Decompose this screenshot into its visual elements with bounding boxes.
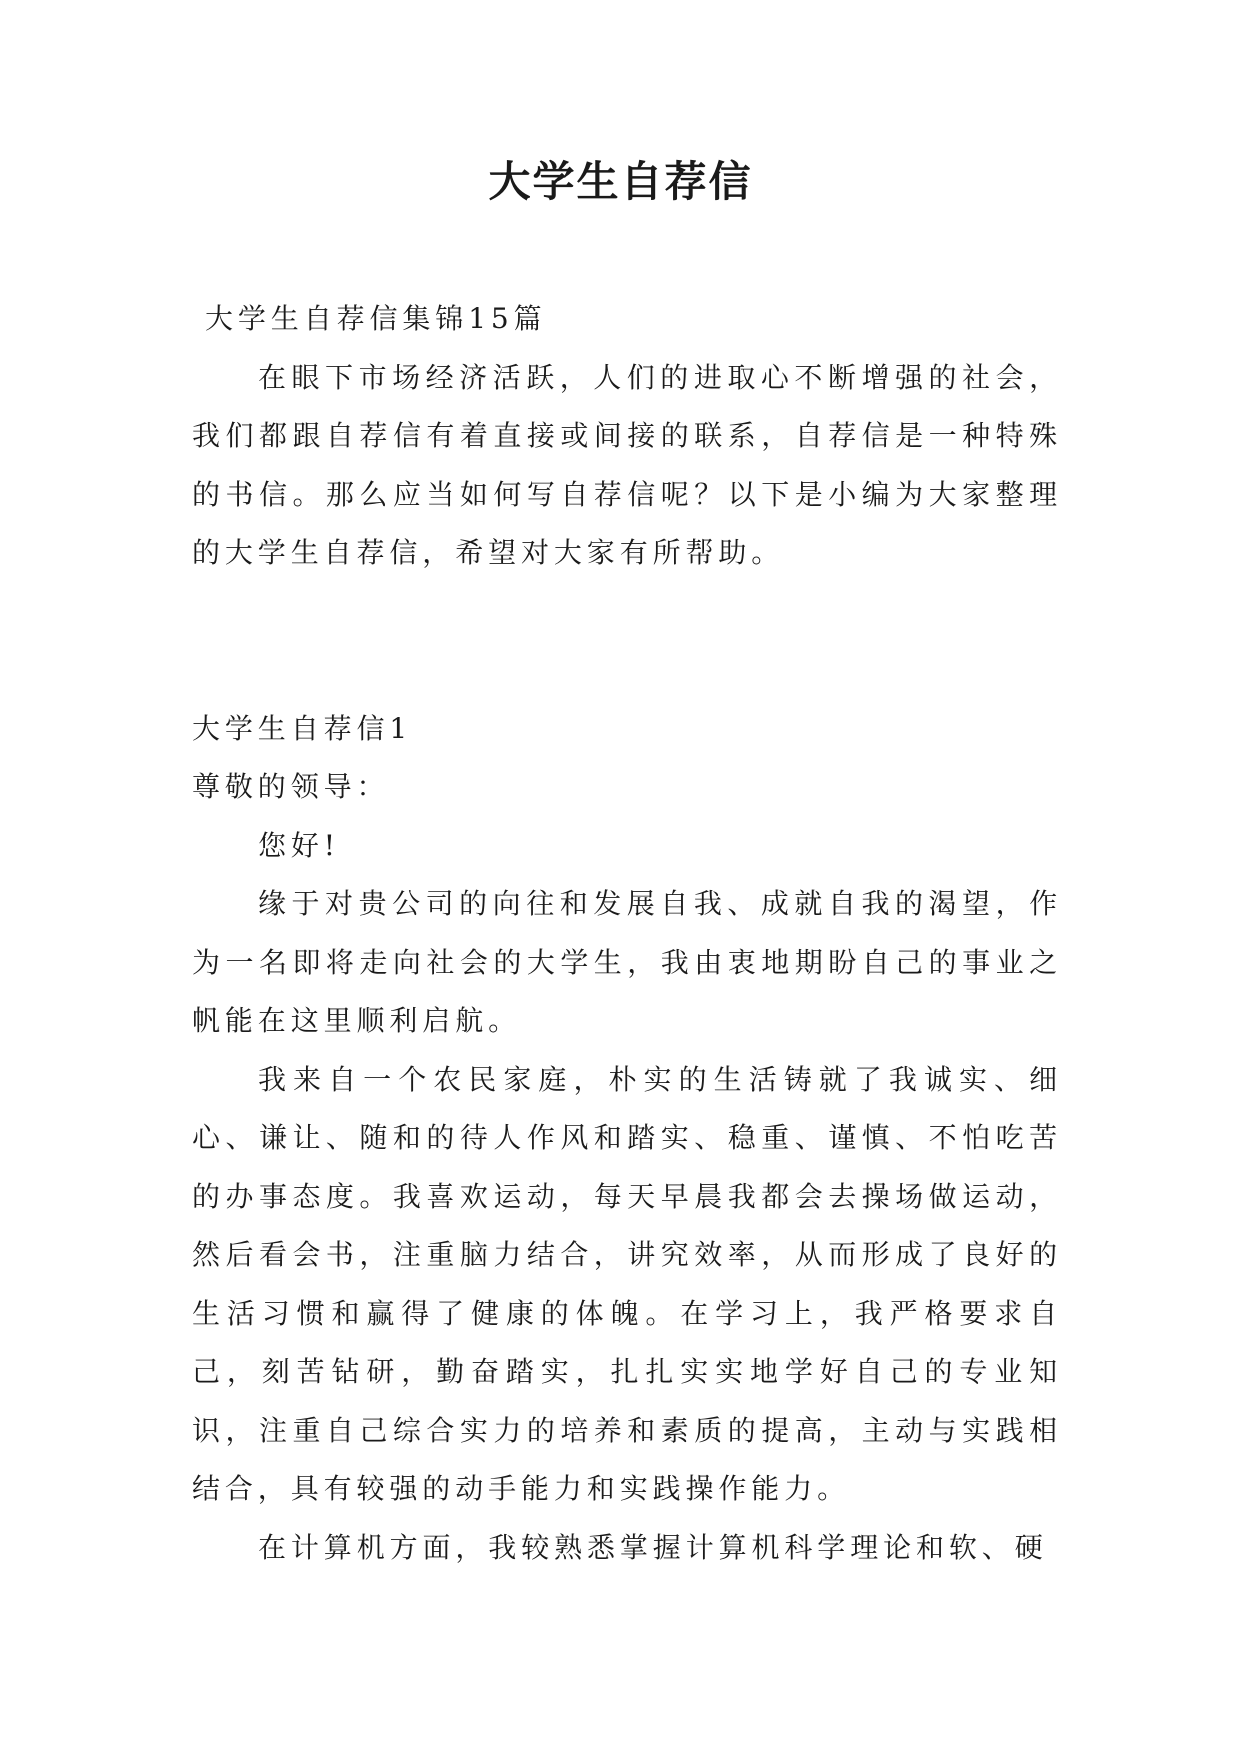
intro-paragraph: 在眼下市场经济活跃，人们的进取心不断增强的社会，我们都跟自荐信有着直接或间接的联系，自荐信是一种特殊的书信。那么应当如何写自荐信呢？以下是小编为大家整理的大学生自荐信，希望对大家有所帮助。 xyxy=(192,360,1062,569)
body-paragraph-1: 缘于对贵公司的向往和发展自我、成就自我的渴望，作为一名即将走向社会的大学生，我由衷地期盼自己的事业之帆能在这里顺利启航。 xyxy=(192,887,1062,1037)
document-body xyxy=(192,290,1062,1577)
document-subtitle: 大学生自荐信集锦15篇 xyxy=(205,302,547,335)
body-paragraph-3: 在计算机方面，我较熟悉掌握计算机科学理论和软、硬 xyxy=(258,1530,1048,1564)
salutation: 尊敬的领导： xyxy=(192,770,390,803)
section-spacer xyxy=(192,583,1062,700)
letter-heading: 大学生自荐信1 xyxy=(192,711,413,745)
document-title: 大学生自荐信 xyxy=(488,157,753,206)
body-paragraph-2: 我来自一个农民家庭，朴实的生活铸就了我诚实、细心、谦让、随和的待人作风和踏实、稳重、谨慎、不怕吃苦的办事态度。我喜欢运动，每天早晨我都会去操场做运动，然后看会书，注重脑力结合，讲究效率，从而形成了良好的生活习惯和赢得了健康的体魄。在学习上，我严格要求自己，刻苦钻研，勤奋踏实，扎扎实实地学好自己的专业知识，注重自己综合实力的培养和素质的提高，主动与实践相结合，具有较强的动手能力和实践操作能力。 xyxy=(192,1062,1062,1505)
greeting: 您好! xyxy=(258,828,340,862)
